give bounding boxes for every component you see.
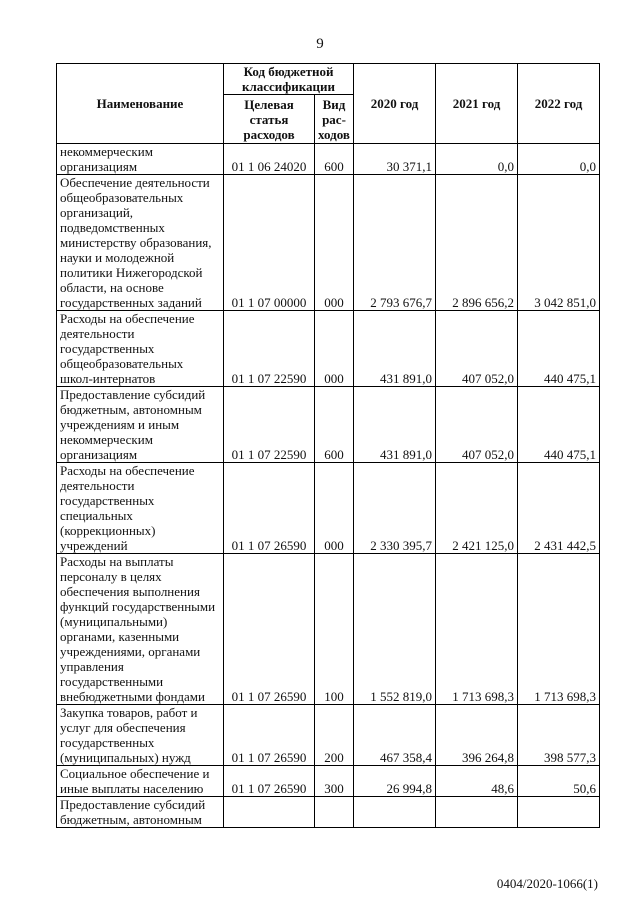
table-header (57, 64, 600, 144)
table-row (57, 705, 600, 766)
cell-name: некоммерческим организациям (57, 144, 224, 175)
cell-y2021: 407 052,0 (436, 311, 518, 387)
table-row (57, 311, 600, 387)
cell-y2021: 48,6 (436, 766, 518, 797)
cell-name: Предоставление субсидий бюджетным, автономным учреждениям и иным некоммерческим организациям (57, 387, 224, 463)
cell-vid: 300 (315, 766, 354, 797)
cell-vid: 600 (315, 144, 354, 175)
cell-y2020: 2 330 395,7 (354, 463, 436, 554)
cell-code: 01 1 07 22590 (224, 387, 315, 463)
cell-code: 01 1 07 26590 (224, 463, 315, 554)
budget-table (56, 63, 600, 828)
header-vid: Вид рас-ходов (315, 95, 354, 144)
cell-vid: 600 (315, 387, 354, 463)
cell-y2022: 3 042 851,0 (518, 175, 600, 311)
cell-name: Расходы на обеспечение деятельности государственных общеобразовательных школ-интернатов (57, 311, 224, 387)
table-body (57, 144, 600, 828)
cell-y2022: 398 577,3 (518, 705, 600, 766)
page-number: 9 (316, 36, 324, 52)
cell-vid: 200 (315, 705, 354, 766)
cell-vid: 000 (315, 463, 354, 554)
header-code-group: Код бюджетной классификации (224, 64, 354, 95)
header-2021: 2021 год (436, 64, 518, 144)
cell-code: 01 1 06 24020 (224, 144, 315, 175)
table-row (57, 797, 600, 828)
cell-vid: 100 (315, 554, 354, 705)
header-name: Наименование (57, 64, 224, 144)
table-row (57, 554, 600, 705)
table-row (57, 387, 600, 463)
cell-name: Расходы на обеспечение деятельности государственных специальных (коррекционных) учреждений (57, 463, 224, 554)
cell-y2020 (354, 797, 436, 828)
cell-y2020: 1 552 819,0 (354, 554, 436, 705)
cell-y2022 (518, 797, 600, 828)
cell-code: 01 1 07 22590 (224, 311, 315, 387)
cell-code: 01 1 07 00000 (224, 175, 315, 311)
document-code: 0404/2020-1066(1) (496, 876, 598, 891)
header-2020: 2020 год (354, 64, 436, 144)
cell-y2022: 2 431 442,5 (518, 463, 600, 554)
cell-y2020: 2 793 676,7 (354, 175, 436, 311)
cell-y2022: 440 475,1 (518, 311, 600, 387)
cell-y2022: 0,0 (518, 144, 600, 175)
cell-y2022: 1 713 698,3 (518, 554, 600, 705)
cell-y2021: 2 896 656,2 (436, 175, 518, 311)
table-row (57, 175, 600, 311)
cell-y2020: 30 371,1 (354, 144, 436, 175)
cell-code: 01 1 07 26590 (224, 705, 315, 766)
cell-y2022: 440 475,1 (518, 387, 600, 463)
cell-y2020: 431 891,0 (354, 311, 436, 387)
cell-name: Предоставление субсидий бюджетным, автономным (57, 797, 224, 828)
cell-code: 01 1 07 26590 (224, 554, 315, 705)
cell-y2020: 431 891,0 (354, 387, 436, 463)
cell-y2021: 0,0 (436, 144, 518, 175)
cell-y2020: 467 358,4 (354, 705, 436, 766)
table-row (57, 144, 600, 175)
cell-y2021: 2 421 125,0 (436, 463, 518, 554)
cell-y2022: 50,6 (518, 766, 600, 797)
cell-name: Закупка товаров, работ и услуг для обеспечения государственных (муниципальных) нужд (57, 705, 224, 766)
cell-y2021: 1 713 698,3 (436, 554, 518, 705)
table-row (57, 766, 600, 797)
header-target: Целевая статья расходов (224, 95, 315, 144)
cell-vid: 000 (315, 175, 354, 311)
header-2022: 2022 год (518, 64, 600, 144)
cell-y2021 (436, 797, 518, 828)
cell-vid (315, 797, 354, 828)
cell-code: 01 1 07 26590 (224, 766, 315, 797)
cell-name: Расходы на выплаты персоналу в целях обеспечения выполнения функций государственными (муниципальными) органами, казенными учреждениями, органами управления государственными внебюджетными фондами (57, 554, 224, 705)
cell-vid: 000 (315, 311, 354, 387)
table-row (57, 463, 600, 554)
cell-name: Обеспечение деятельности общеобразовательных организаций, подведомственных министерству образования, науки и молодежной политики Нижегородской области, на основе государственных заданий (57, 175, 224, 311)
cell-code (224, 797, 315, 828)
cell-y2021: 396 264,8 (436, 705, 518, 766)
cell-y2020: 26 994,8 (354, 766, 436, 797)
cell-name: Социальное обеспечение и иные выплаты населению (57, 766, 224, 797)
cell-y2021: 407 052,0 (436, 387, 518, 463)
